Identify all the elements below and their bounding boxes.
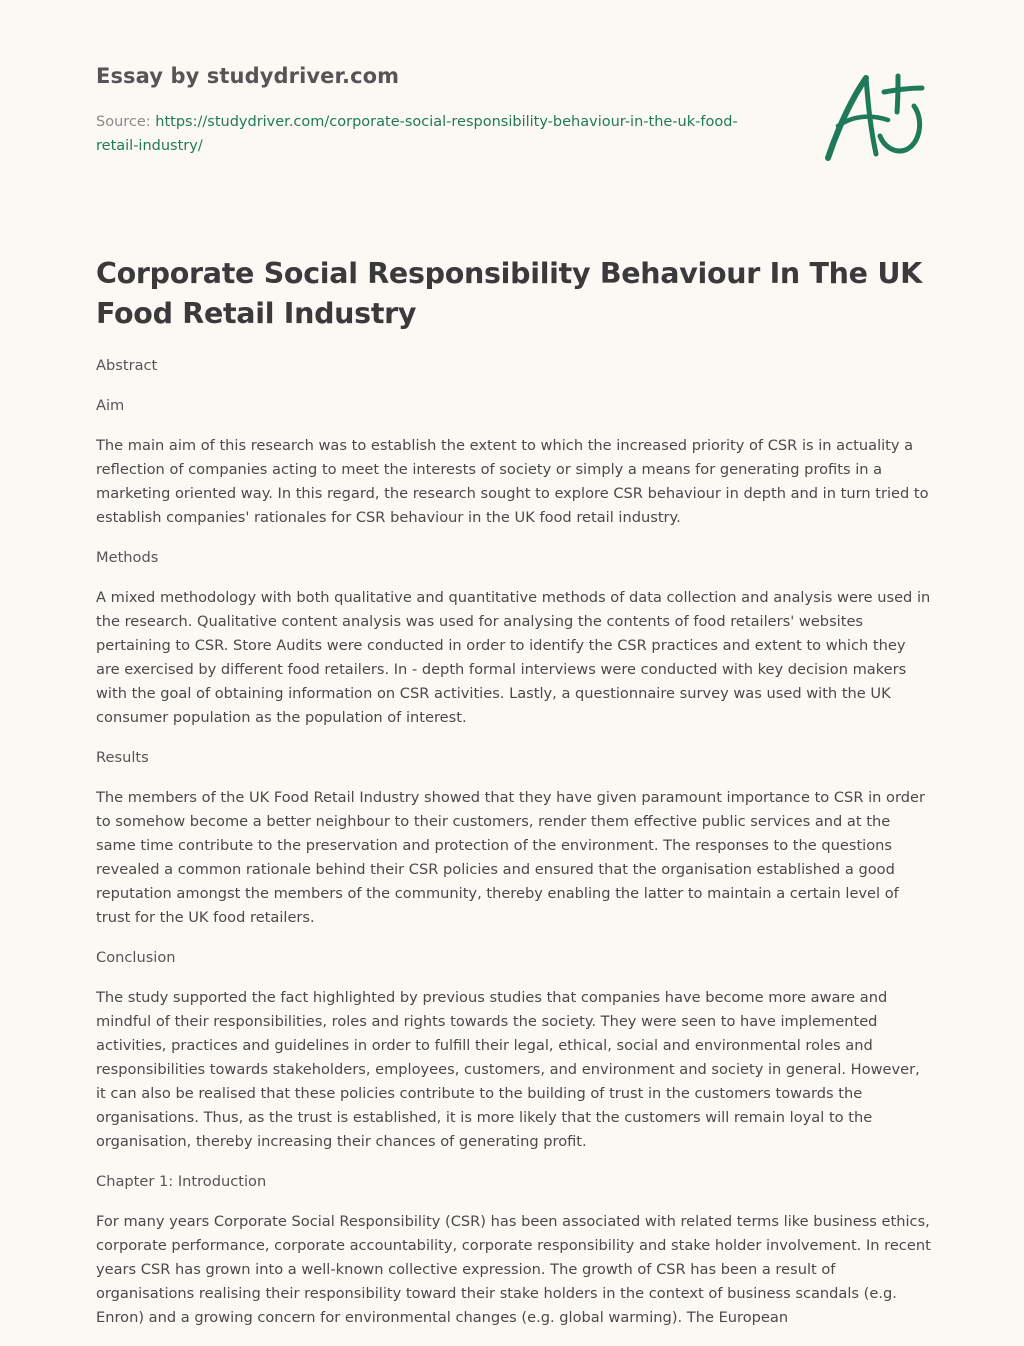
source-link[interactable]: https://studydriver.com/corporate-social-responsibility-behaviour-in-the-uk-food-retail-industry/ — [96, 114, 738, 154]
document-body — [96, 354, 932, 1346]
source-label: Source: — [96, 114, 151, 130]
a-plus-logo-icon — [818, 66, 930, 166]
body-paragraph: The members of the UK Food Retail Industry showed that they have given paramount importance to CSR in order to somehow become a better neighbour to their customers, render them effective public services and at the same time contribute to the preservation and protection of the environment. The responses to the questions revealed a common rationale behind their CSR policies and ensured that the organisation established a good reputation amongst the members of the community, thereby enabling the latter to maintain a certain level of trust for the UK food retailers. — [96, 789, 925, 926]
body-paragraph: The study supported the fact highlighted by previous studies that companies have become more aware and mindful of their responsibilities, roles and rights towards the society. They were seen to have implemented activities, practices and guidelines in order to fulfill their legal, ethical, social and environmental roles and responsibilities towards stakeholders, employees, customers, and environment and society in general. However, it can also be realised that these policies contribute to the building of trust in the customers towards the organisations. Thus, as the trust is established, it is more likely that the customers will remain loyal to the organisation, thereby increasing their chances of generating profit. — [96, 989, 920, 1150]
section-heading: Methods — [96, 549, 159, 566]
source-line — [96, 110, 776, 158]
section-heading: Results — [96, 749, 149, 766]
section-heading: Conclusion — [96, 949, 176, 966]
section-heading: Chapter 1: Introduction — [96, 1173, 267, 1190]
body-paragraph: A mixed methodology with both qualitative and quantitative methods of data collection and analysis were used in the research. Qualitative content analysis was used for analysing the contents of food retailers' websites pertaining to CSR. Store Audits were conducted in order to identify the CSR practices and extent to which they are exercised by different food retailers. In - depth formal interviews were conducted with key decision makers with the goal of obtaining information on CSR activities. Lastly, a questionnaire survey was used with the UK consumer population as the population of interest. — [96, 589, 931, 726]
section-heading: Abstract — [96, 357, 158, 374]
site-title: Essay by studydriver.com — [96, 64, 400, 88]
document-title: Corporate Social Responsibility Behaviour In The UK Food Retail Industry — [96, 257, 922, 330]
body-paragraph: For many years Corporate Social Responsibility (CSR) has been associated with related terms like business ethics, corporate performance, corporate accountability, corporate responsibility and stake holder involvement. In recent years CSR has grown into a well-known collective expression. The growth of CSR has been a result of organisations realising their responsibility toward their stake holders in the context of business scandals (e.g. Enron) and a growing concern for environmental changes (e.g. global warming). The European — [96, 1213, 931, 1326]
body-paragraph: The main aim of this research was to establish the extent to which the increased priority of CSR is in actuality a reflection of companies acting to meet the interests of society or simply a means for generating profits in a marketing oriented way. In this regard, the research sought to explore CSR behaviour in depth and in turn tried to establish companies' rationales for CSR behaviour in the UK food retail industry. — [96, 437, 929, 526]
section-heading: Aim — [96, 397, 125, 414]
